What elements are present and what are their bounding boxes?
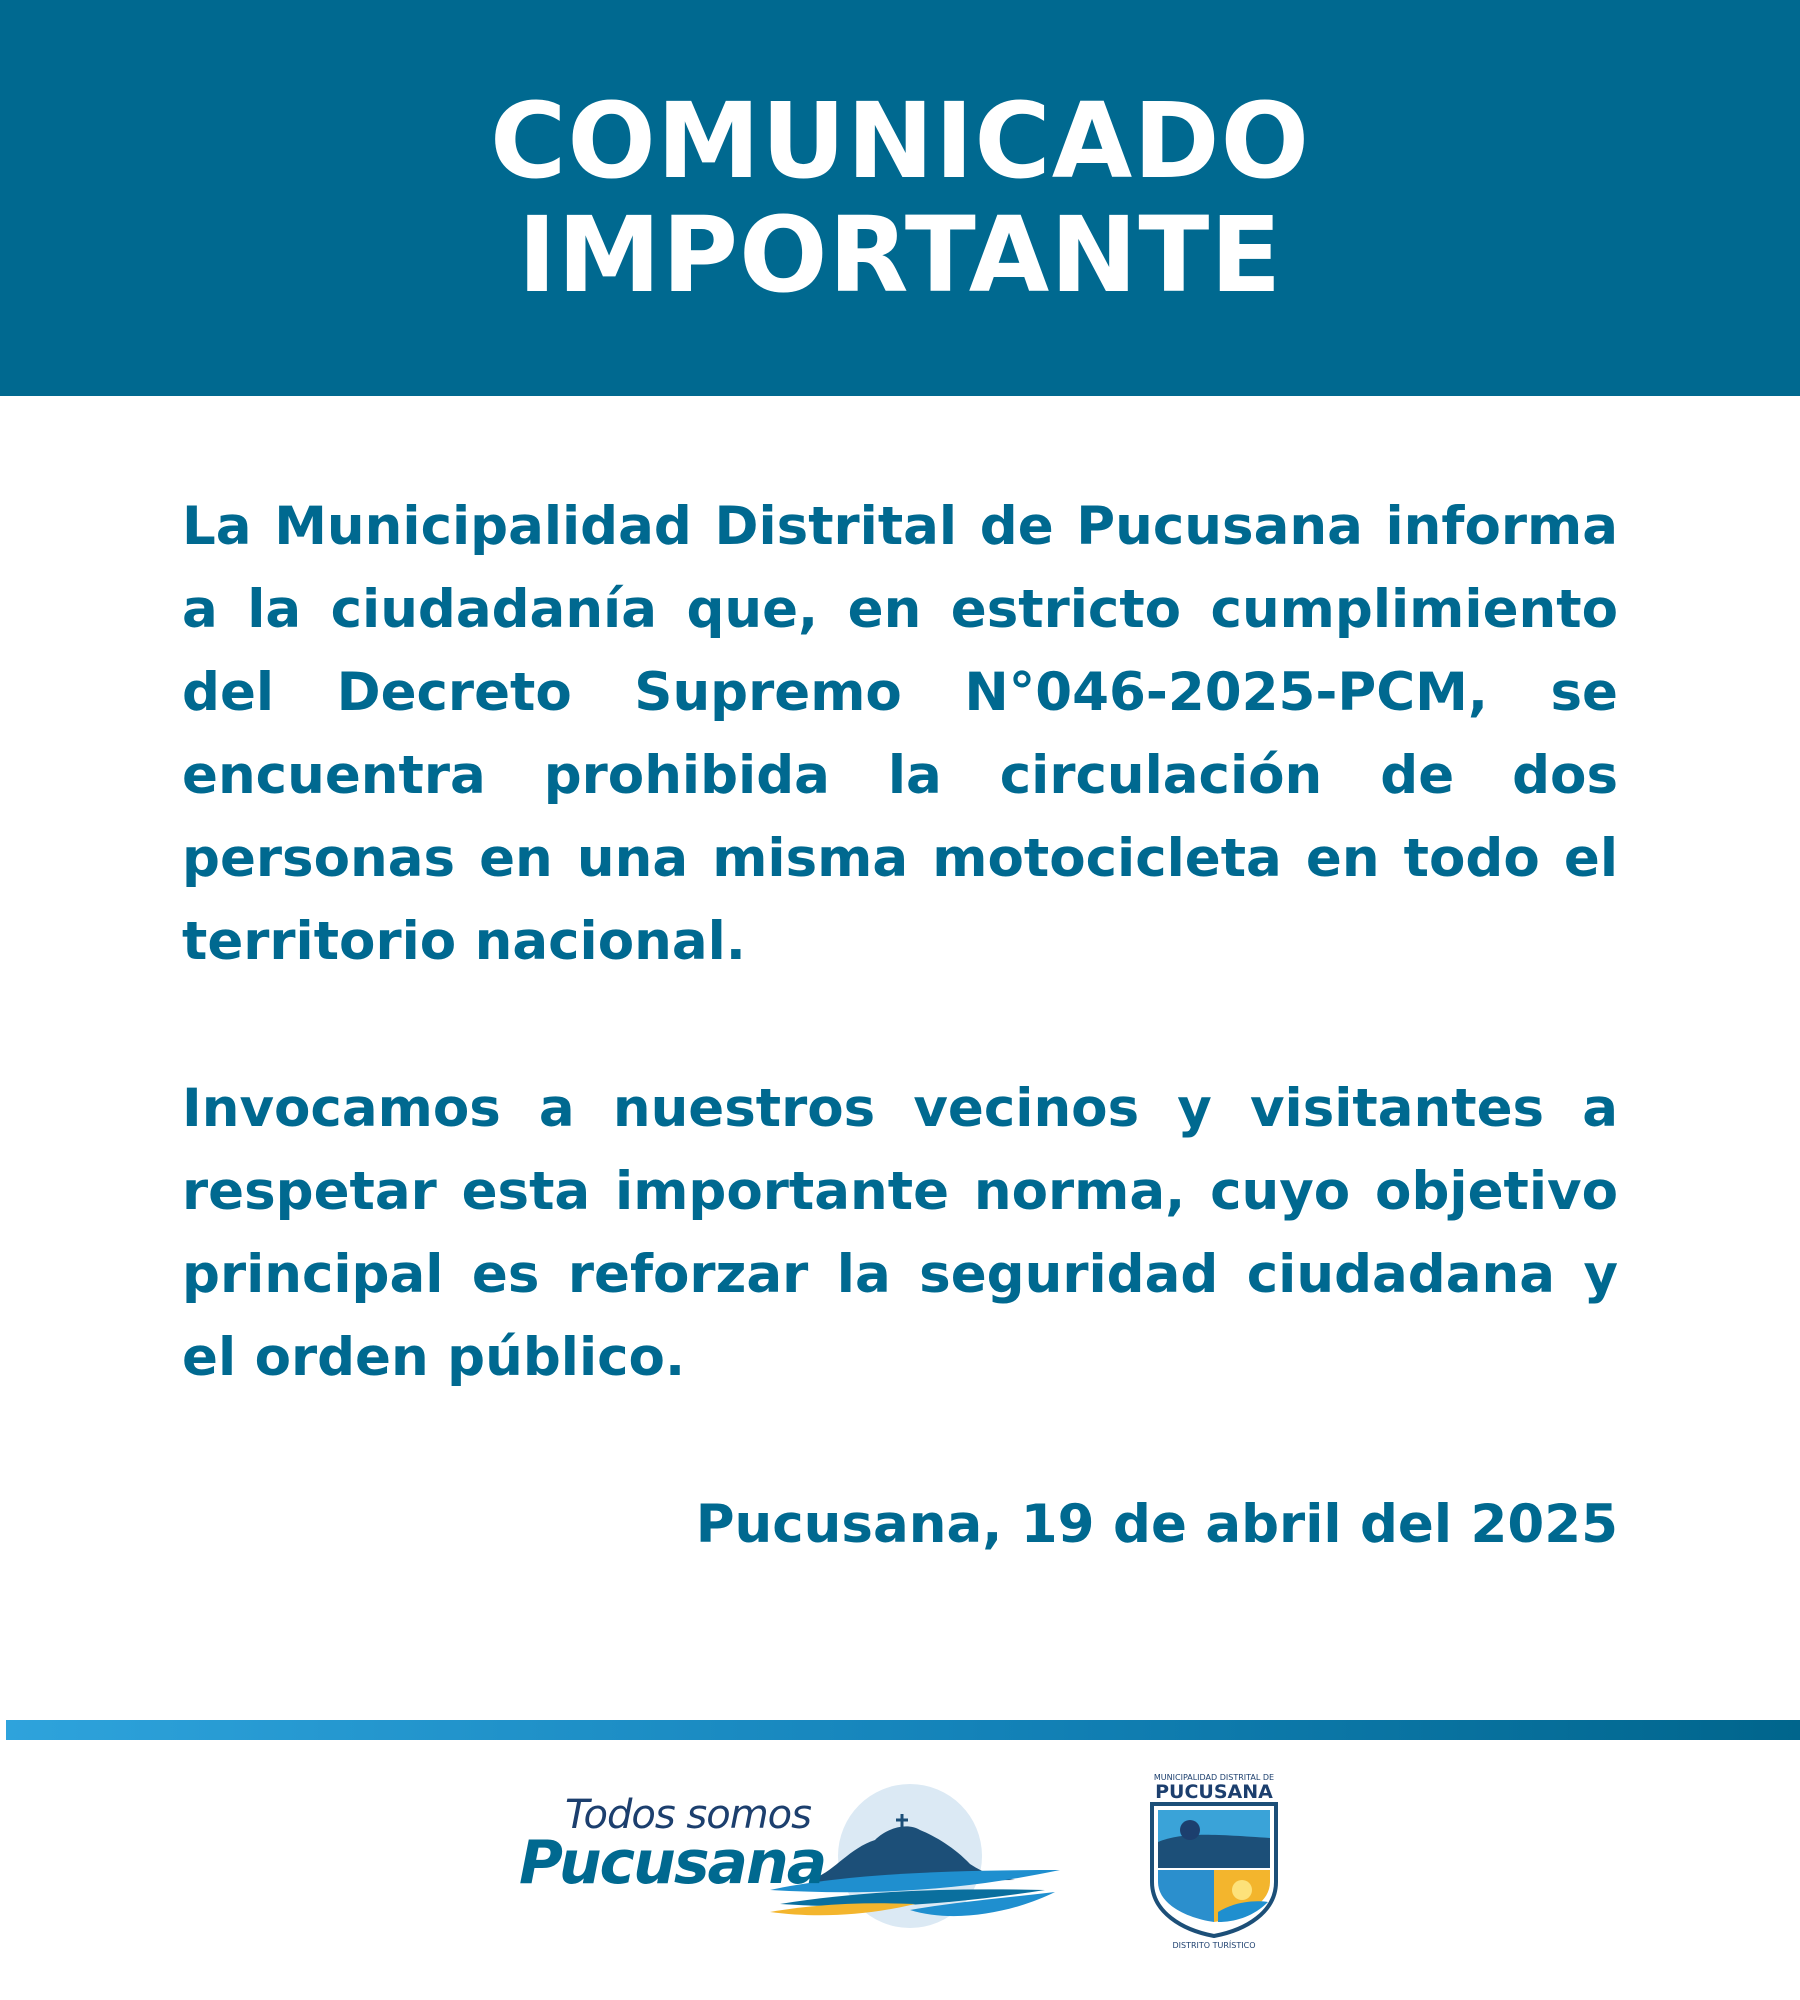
- paragraph-1: La Municipalidad Distrital de Pucusana informa a la ciudadanía que, en estricto cumplimiento del Decreto Supremo N°046-2025-PCM, se encuentra prohibida la circulación de dos personas en una misma motocicleta en todo el territorio nacional.: [182, 496, 1618, 972]
- title-line-1: COMUNICADO: [490, 80, 1310, 202]
- header-banner: [0, 0, 1800, 396]
- date-line: Pucusana, 19 de abril del 2025: [695, 1494, 1618, 1555]
- crest-name: PUCUSANA: [1155, 1781, 1273, 1803]
- paragraph-2: Invocamos a nuestros vecinos y visitantes a respetar esta importante norma, cuyo objetivo principal es reforzar la seguridad ciudadana y el orden público.: [182, 1078, 1618, 1388]
- crest-top-text: MUNICIPALIDAD DISTRITAL DE: [1153, 1773, 1275, 1782]
- announcement-body: [182, 485, 1618, 1566]
- footer-divider: [6, 1720, 1800, 1740]
- municipal-crest-logo: [1142, 1772, 1286, 1950]
- slogan-line-2: Pucusana: [519, 1828, 826, 1898]
- title-line-2: IMPORTANTE: [517, 194, 1283, 316]
- slogan-logo: [515, 1778, 1060, 1933]
- shield-icon: [1142, 1772, 1286, 1950]
- page-title: [490, 80, 1310, 316]
- slogan-line-1: Todos somos: [565, 1792, 811, 1838]
- crest-bottom-text: DISTRITO TURÍSTICO: [1172, 1941, 1256, 1950]
